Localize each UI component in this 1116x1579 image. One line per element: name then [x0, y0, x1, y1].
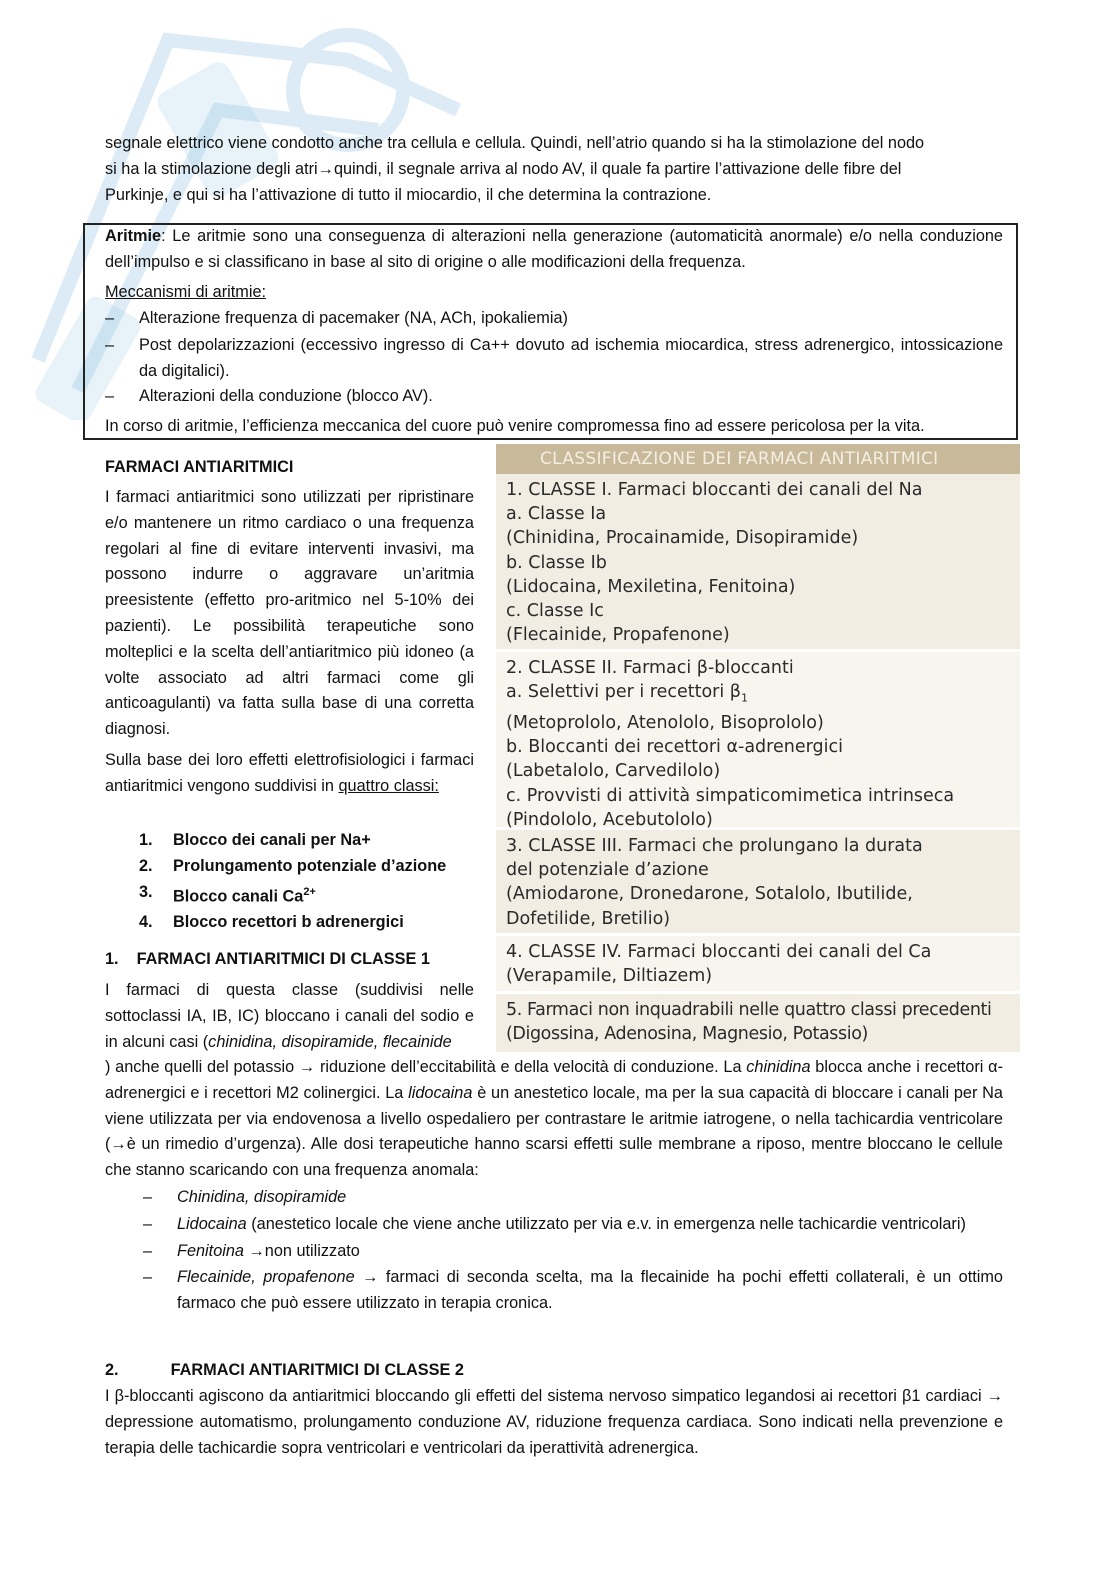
mechanism-item: – Post depolarizzazioni (eccessivo ingresso di Ca++ dovuto ad ischemia miocardica, stress adrenergico, intossicazione da digitalici).	[139, 333, 1003, 385]
drug-name: Lidocaina	[177, 1214, 247, 1233]
class-text: Blocco canali Ca	[173, 887, 304, 906]
class-item	[139, 854, 483, 880]
class2-heading-text: FARMACI ANTIARITMICI DI CLASSE 2	[170, 1361, 464, 1379]
farmaci-paragraph-1: I farmaci antiaritmici sono utilizzati per ripristinare e/o mantenere un ritmo cardiaco o una frequenza regolari al fine di evitare interventi invasivi, ma possono indurre o aggravare un’aritmia preesistente (effetto pro-aritmico nel 5-10% dei pazienti). Le possibilità terapeutiche sono molteplici e la scelta dell’antiaritmico più idoneo (a volte associato ad altri farmaci come gli anticoagulanti) va fatta sulla base di una corretta diagnosi.	[105, 488, 474, 739]
table-line: (Lidocaina, Mexiletina, Fenitoina)	[506, 576, 796, 597]
class1-heading-number: 1.	[105, 950, 119, 968]
quattro-classi: quattro classi:	[338, 776, 439, 795]
table-header: CLASSIFICAZIONE DEI FARMACI ANTIARITMICI	[496, 444, 1020, 474]
mechanism-item: – Alterazione frequenza di pacemaker (NA, ACh, ipokaliemia)	[139, 306, 1003, 332]
class1-paragraph-top	[105, 978, 474, 1055]
class-item	[139, 910, 483, 936]
table-line: 5. Farmaci non inquadrabili nelle quattro classi precedenti	[506, 1000, 992, 1020]
aritmie-text: : Le aritmie sono una conseguenza di alterazioni nella generazione (automaticità anormale) e/o nella conduzione dell’impulso e si classificano in base al sito di origine o alle modificazioni della frequenza.	[105, 227, 1003, 271]
table-line: (Amiodarone, Dronedarone, Sotalolo, Ibutilide,	[506, 884, 913, 905]
class-item	[139, 828, 483, 854]
beta-selective: a. Selettivi per i recettori β	[506, 682, 741, 703]
drug-item	[177, 1265, 1003, 1317]
class1-italic-3: lidocaina	[408, 1083, 473, 1102]
table-line: (Flecainide, Propafenone)	[506, 625, 730, 646]
intro-line-3: Purkinje, e qui si ha l’attivazione di tutto il miocardio, il che determina la contrazione.	[105, 185, 712, 204]
drug-name: Chinidina, disopiramide	[177, 1188, 347, 1206]
drug-item	[177, 1212, 1003, 1238]
class1-drug-list	[177, 1185, 1003, 1317]
class-text: Blocco dei canali per Na+	[173, 831, 371, 849]
table-row-class-1	[496, 474, 1020, 652]
class1-text-a: I farmaci di questa classe (suddivisi nelle sottoclassi IA, IB, IC) bloccano i canali del sodio e in alcuni casi (	[105, 981, 474, 1051]
class1-italic-2: chinidina	[746, 1058, 811, 1076]
table-line: (Metoprololo, Atenololo, Bisoprololo)	[506, 712, 824, 733]
table-line: b. Bloccanti dei recettori α-adrenergici	[506, 737, 843, 758]
class-number: 1.	[139, 831, 153, 849]
table-line: del potenziale d’azione	[506, 860, 709, 881]
class-number: 4.	[139, 912, 153, 931]
table-line: (Chinidina, Procainamide, Disopiramide)	[506, 528, 859, 549]
class2-heading	[105, 1358, 464, 1384]
drug-name: Fenitoina	[177, 1241, 244, 1260]
table-line: c. Provvisti di attività simpaticomimetica intrinseca	[506, 785, 955, 806]
classification-table	[496, 444, 1020, 1054]
class-item	[139, 880, 483, 910]
class1-italic-1: chinidina, disopiramide, flecainide	[208, 1032, 452, 1051]
drug-note: →non utilizzato	[243, 1241, 360, 1260]
class-number: 3.	[139, 882, 153, 901]
intro-paragraph	[105, 131, 1003, 208]
class-sup: 2+	[303, 885, 316, 898]
beta-sub: 1	[740, 691, 748, 705]
class2-heading-number: 2.	[105, 1361, 119, 1379]
table-line: (Pindololo, Acebutololo)	[506, 809, 713, 830]
table-row-class-5	[496, 994, 1020, 1052]
class1-text-b: ) anche quelli del potassio → riduzione dell’eccitabilità e della velocità di conduzione. La	[105, 1058, 747, 1076]
table-line	[506, 680, 1020, 711]
table-line: b. Classe Ib	[506, 552, 607, 573]
mechanisms-list	[139, 306, 1003, 410]
farmaci-paragraph-2	[105, 748, 474, 800]
farmaci-heading: FARMACI ANTIARITMICI	[105, 458, 294, 476]
table-line: a. Classe Ia	[506, 504, 607, 525]
drug-note: → farmaci di seconda scelta, ma la flecainide ha pochi effetti collaterali, è un ottimo farmaco che può essere utilizzato in terapia cronica.	[177, 1268, 1003, 1313]
table-line: c. Classe Ic	[506, 601, 604, 622]
class-text: Prolungamento potenziale d’azione	[173, 856, 447, 875]
class1-heading	[105, 947, 430, 973]
intro-line-1: segnale elettrico viene condotto anche tra cellula e cellula. Quindi, nell’atrio quando si ha la stimolazione del nodo	[105, 134, 925, 152]
aritmie-closing: In corso di aritmie, l’efficienza meccanica del cuore può venire compromessa fino ad essere pericolosa per la vita.	[105, 417, 925, 435]
table-row-class-3	[496, 830, 1020, 936]
class-number: 2.	[139, 856, 153, 875]
class1-heading-text: FARMACI ANTIARITMICI DI CLASSE 1	[136, 950, 430, 968]
table-line: Dofetilide, Bretilio)	[506, 908, 671, 929]
drug-name: Flecainide, propafenone	[177, 1268, 355, 1287]
mechanisms-title: Meccanismi di aritmie:	[105, 283, 267, 301]
class-text: Blocco recettori b adrenergici	[173, 912, 404, 931]
table-line: 1. CLASSE I. Farmaci bloccanti dei canali del Na	[506, 480, 923, 500]
intro-line-2: si ha la stimolazione degli atri→quindi, il segnale arriva al nodo AV, il quale fa partire l’attivazione delle fibre del	[105, 159, 902, 178]
aritmie-term: Aritmie	[105, 227, 162, 245]
table-line: 2. CLASSE II. Farmaci β-bloccanti	[506, 658, 794, 678]
classes-list	[139, 828, 483, 936]
class1-text-c: blocca anche i recettori α-adrenergici e i recettori M2 colinergici. La	[105, 1058, 1003, 1102]
table-row-class-4	[496, 936, 1020, 994]
drug-note: (anestetico locale che viene anche utilizzato per via e.v. in emergenza nelle tachicardie ventricolari)	[246, 1214, 966, 1233]
table-line: (Labetalolo, Carvedilolo)	[506, 761, 721, 782]
table-line: (Verapamile, Diltiazem)	[506, 966, 713, 987]
class2-paragraph: I β-bloccanti agiscono da antiaritmici bloccando gli effetti del sistema nervoso simpatico legandosi ai recettori β1 cardiaci → depressione automatismo, prolungamento conduzione AV, riduzione frequenza cardiaca. Sono indicati nella prevenzione e terapia delle tachicardie sopra ventricolari e ventricolari da iperattività adrenergica.	[105, 1387, 1003, 1457]
aritmie-definition	[105, 224, 1003, 276]
table-line: 3. CLASSE III. Farmaci che prolungano la durata	[506, 836, 923, 856]
class1-text-d: è un anestetico locale, ma per la sua capacità di bloccare i canali per Na viene utilizzata per via endovenosa a livello ospedaliero per contrastare le aritmie iatrogene, o nella tachicardia ventricolare (→è un rimedio d’urgenza). Alle dosi terapeutiche hanno scarsi effetti sulle membrane a riposo, mentre bloccano le cellule che stanno scaricando con una frequenza anomala:	[105, 1083, 1003, 1180]
class1-paragraph	[105, 1055, 1003, 1184]
mechanism-item: – Alterazioni della conduzione (blocco AV).	[139, 384, 1003, 410]
table-row-class-2	[496, 652, 1020, 830]
farmaci-paragraph-2-text: Sulla base dei loro effetti elettrofisiologici i farmaci antiaritmici vengono suddivisi in	[105, 751, 474, 795]
drug-item	[177, 1185, 1003, 1211]
table-line: (Digossina, Adenosina, Magnesio, Potassio)	[506, 1024, 868, 1045]
table-line: 4. CLASSE IV. Farmaci bloccanti dei canali del Ca	[506, 942, 932, 962]
drug-item	[177, 1239, 1003, 1265]
